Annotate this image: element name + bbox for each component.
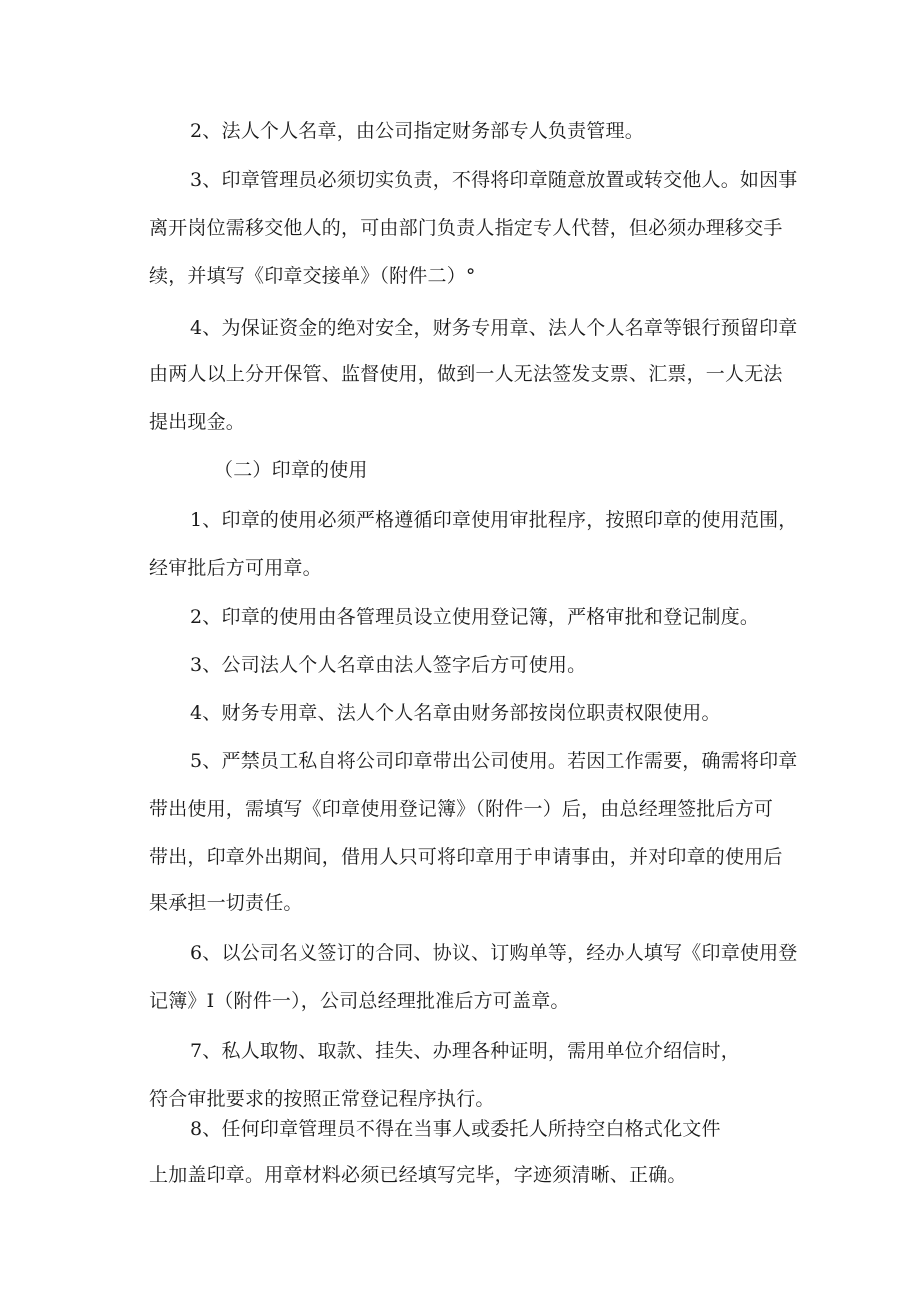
paragraph-line: 4、为保证资金的绝对安全，财务专用章、法人个人名章等银行预留印章 [190,317,798,339]
paragraph-line: 符合审批要求的按照正常登记程序执行。 [149,1088,495,1110]
paragraph-line: 6、以公司名义签订的合同、协议、订购单等，经办人填写《印章使用登 [190,942,798,964]
paragraph-line: 记簿》I（附件一），公司总经理批准后方可盖章。 [149,990,570,1012]
paragraph-line: 果承担一切责任。 [149,892,303,914]
paragraph-line: 带出，印章外出期间，借用人只可将印章用于申请事由，并对印章的使用后 [149,846,783,868]
paragraph-line: 4、财务专用章、法人个人名章由财务部按岗位职责权限使用。 [190,702,721,724]
paragraph-line: 8、任何印章管理员不得在当事人或委托人所持空白格式化文件 [190,1118,721,1140]
paragraph-line: 上加盖印章。用章材料必须已经填写完毕，字迹须清晰、正确。 [149,1164,687,1186]
paragraph-line: 离开岗位需移交他人的，可由部门负责人指定专人代替，但必须办理移交手 [149,217,783,239]
paragraph-line: 经审批后方可用章。 [149,557,322,579]
paragraph-line: 2、法人个人名章，由公司指定财务部专人负责管理。 [190,120,644,142]
section-heading: （二）印章的使用 [214,459,368,481]
paragraph-line: 5、严禁员工私自将公司印章带出公司使用。若因工作需要，确需将印章 [190,750,798,772]
paragraph-line: 7、私人取物、取款、挂失、办理各种证明，需用单位介绍信时， [190,1040,740,1062]
paragraph-line: 3、印章管理员必须切实负责，不得将印章随意放置或转交他人。如因事 [190,169,798,191]
paragraph-line: 带出使用，需填写《印章使用登记簿》（附件一）后，由总经理签批后方可 [149,798,774,820]
paragraph-line: 续，并填写《印章交接单》（附件二）° [149,265,476,287]
paragraph-line: 提出现金。 [149,411,246,433]
paragraph-line: 3、公司法人个人名章由法人签字后方可使用。 [190,654,587,676]
paragraph-line: 由两人以上分开保管、监督使用，做到一人无法签发支票、汇票，一人无法 [149,363,783,385]
paragraph-line: 1、印章的使用必须严格遵循印章使用审批程序，按照印章的使用范围， [190,509,798,531]
paragraph-line: 2、印章的使用由各管理员设立使用登记簿，严格审批和登记制度。 [190,606,760,628]
